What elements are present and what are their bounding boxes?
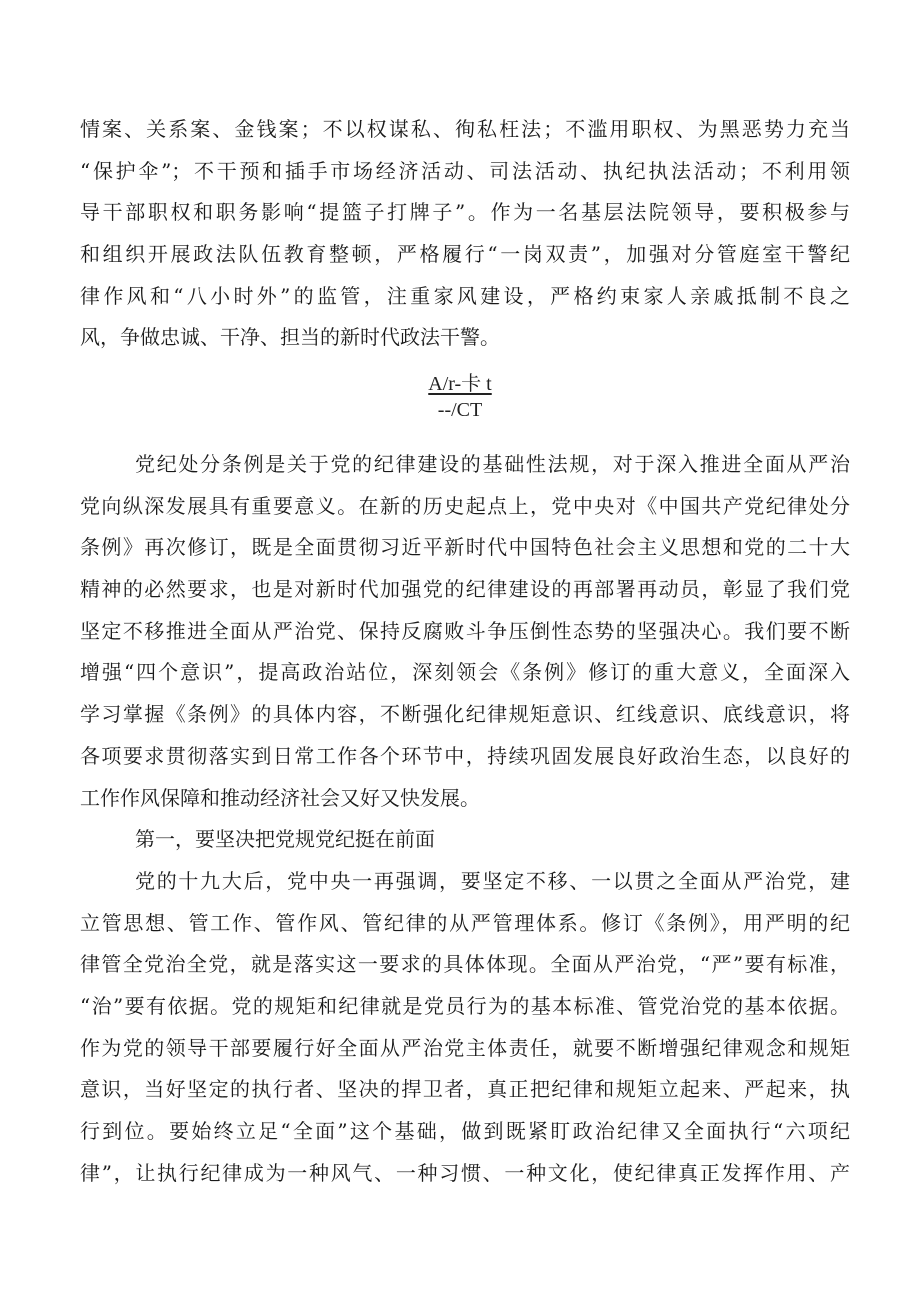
text-line: 党的十九大后，党中央一再强调，要坚定不移、一以贯之全面从严治党，建: [135, 868, 850, 893]
section-paragraph: [80, 861, 850, 1195]
text-line: 条例》再次修订，既是全面贯彻习近平新时代中国特色社会主义思想和党的二十大: [80, 535, 850, 560]
text-line: 意识，当好坚定的执行者、坚决的捍卫者，真正把纪律和规矩立起来、严起来，执: [80, 1077, 850, 1102]
document-title: [0, 371, 920, 423]
text-line: 情案、关系案、金钱案；不以权谋私、徇私枉法；不滥用职权、为黑恶势力充当: [80, 117, 850, 141]
text-line: 学习掌握《条例》的具体内容，不断强化纪律规矩意识、红线意识、底线意识，将: [80, 702, 850, 727]
title-line-2: --/CT: [437, 399, 483, 421]
text-line: 导干部职权和职务影响“提篮子打牌子”。作为一名基层法院领导，要积极参与: [80, 200, 850, 225]
title-line-1: [0, 371, 920, 397]
text-line: 风，争做忠诚、干净、担当的新时代政法干警。: [80, 325, 500, 350]
text-line: 和组织开展政法队伍教育整顿，严格履行“一岗双责”，加强对分管庭室干警纪: [80, 242, 850, 267]
text-line: 律管全党治全党，就是落实这一要求的具体体现。全面从严治党，“严”要有标准，: [80, 952, 850, 977]
continuation-paragraph: [80, 109, 850, 359]
text-line: “治”要有依据。党的规矩和纪律就是党员行为的基本标准、管党治党的基本依据。: [80, 993, 850, 1018]
text-line: 党向纵深发展具有重要意义。在新的历史起点上，党中央对《中国共产党纪律处分: [80, 493, 850, 518]
text-line: 作为党的领导干部要履行好全面从严治党主体责任，就要不断增强纪律观念和规矩: [80, 1035, 850, 1060]
text-line: 增强“四个意识”，提高政治站位，深刻领会《条例》修订的重大意义，全面深入: [80, 660, 850, 685]
intro-paragraph: [80, 444, 850, 819]
text-line: 工作作风保障和推动经济社会又好又快发展。: [80, 785, 480, 810]
title-line-1-text: A/r-卡 t: [428, 373, 492, 395]
text-line: 行到位。要始终立足“全面”这个基础，做到既紧盯政治纪律又全面执行“六项纪: [80, 1119, 850, 1143]
text-line: 党纪处分条例是关于党的纪律建设的基础性法规，对于深入推进全面从严治: [135, 452, 850, 476]
text-line: 精神的必然要求，也是对新时代加强党的纪律建设的再部署再动员，彰显了我们党: [80, 577, 850, 602]
text-line: 坚定不移推进全面从严治党、保持反腐败斗争压倒性态势的坚强决心。我们要不断: [80, 618, 850, 643]
text-line: 律”，让执行纪律成为一种风气、一种习惯、一种文化，使纪律真正发挥作用、产: [80, 1160, 850, 1185]
body-text: [80, 444, 850, 1194]
text-line: 立管思想、管工作、管作风、管纪律的从严管理体系。修订《条例》，用严明的纪: [80, 910, 850, 935]
section-heading: 第一，要坚决把党规党纪挺在前面: [135, 827, 435, 852]
text-line: “保护伞”；不干预和插手市场经济活动、司法活动、执纪执法活动；不利用领: [80, 158, 850, 183]
text-line: 律作风和“八小时外”的监管，注重家风建设，严格约束家人亲戚抵制不良之: [80, 283, 850, 308]
text-line: 各项要求贯彻落实到日常工作各个环节中，持续巩固发展良好政治生态，以良好的: [80, 743, 850, 768]
